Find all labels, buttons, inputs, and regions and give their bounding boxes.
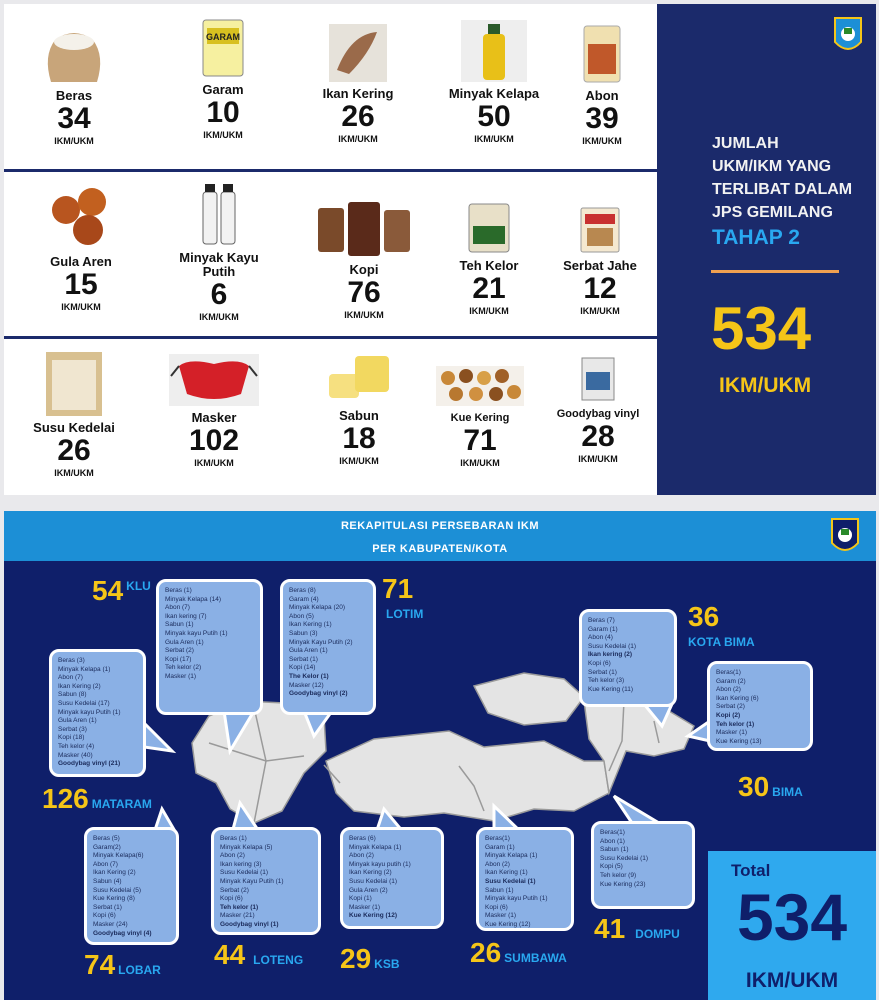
svg-text:GARAM: GARAM (206, 32, 240, 42)
abon-jar-icon (582, 24, 622, 84)
region-item: Minyak kayu Putih (1) (485, 895, 548, 903)
region-label-dompu: 41 DOMPU (594, 913, 680, 944)
region-item: Kopi (1) (349, 895, 372, 903)
region-item: Kue Kering (12) (349, 912, 398, 920)
summary-panel (657, 4, 876, 495)
region-item: Beras(1) (600, 829, 625, 836)
region-item: Abon (2) (349, 852, 374, 860)
region-item: Abon (4) (588, 634, 613, 642)
region-item: Minyak Kelapa (1) (485, 852, 538, 860)
region-item: Garam (4) (289, 595, 319, 603)
product-kue-kering: Kue Kering 71 IKM/UKM (415, 366, 545, 469)
region-item: Susu Kedelai (17) (58, 699, 110, 707)
region-item: Sabun (4) (93, 877, 122, 885)
distribution-banner: REKAPITULASI PERSEBARAN IKM PER KABUPATEN/KOTA (4, 511, 876, 561)
region-item: Masker (24) (93, 920, 128, 928)
region-box-loteng (211, 827, 321, 935)
region-item: Masker (12) (289, 681, 324, 689)
product-susu-kedelai: Susu Kedelai 26 IKM/UKM (9, 352, 139, 479)
region-item: Garam (2) (716, 677, 746, 685)
product-teh-kelor: Teh Kelor 21 IKM/UKM (424, 202, 554, 317)
region-item: Minyak kayu Putih (1) (58, 708, 121, 716)
region-item: Goodybag vinyl (1) (220, 920, 279, 928)
region-item: Kopi (6) (588, 659, 611, 667)
region-box-dompu (591, 821, 695, 909)
region-item: Abon (7) (165, 604, 190, 612)
product-masker: Masker 102 IKM/UKM (149, 354, 279, 469)
region-item: Susu Kedelai (1) (600, 854, 649, 862)
region-item: Minyak Kelapa (1) (349, 843, 402, 851)
region-item: Beras (6) (349, 835, 376, 842)
products-panel (4, 4, 876, 495)
region-label-lobar: 74 LOBAR (84, 949, 161, 980)
region-item: Masker (21) (220, 912, 255, 920)
row-divider (4, 336, 657, 339)
region-item: Abon (2) (485, 860, 510, 868)
region-item: Teh kelor (3) (588, 677, 625, 685)
region-box-klu (156, 579, 263, 715)
region-item: Kopi (6) (93, 912, 116, 920)
region-item: Ikan kering (7) (165, 612, 207, 620)
region-item: Kopi (17) (165, 655, 192, 663)
ntb-emblem-icon (833, 16, 863, 56)
coffee-pack-icon (316, 200, 412, 258)
region-item: Abon (1) (600, 837, 625, 845)
region-item: Masker (1) (165, 672, 197, 680)
region-item: Kue Kering (11) (588, 685, 634, 693)
ginger-drink-icon (579, 206, 621, 254)
region-item: Susu Kedelai (1) (220, 869, 269, 877)
region-item: Abon (2) (716, 686, 741, 694)
region-label-mataram: 126 MATARAM (42, 783, 152, 814)
region-box-lobar (84, 827, 179, 945)
region-item: Minyak Kelapa(6) (93, 852, 144, 860)
region-item: Gula Aren (1) (165, 638, 204, 646)
region-item: Beras (5) (93, 835, 120, 842)
region-item: Beras (8) (289, 587, 316, 594)
product-garam: GARAM Garam 10 IKM/UKM (158, 18, 288, 141)
region-item: Minyak Kayu Putih (2) (289, 638, 353, 646)
region-label-bima: 30 BIMA (738, 771, 803, 802)
region-box-ksb (340, 827, 444, 929)
product-beras: Beras 34 IKM/UKM (9, 26, 139, 147)
region-item: Teh kelor (2) (165, 664, 202, 672)
region-item: Beras (1) (165, 587, 192, 594)
summary-unit: IKM/UKM (719, 374, 812, 397)
region-item: Serbat (1) (588, 668, 617, 676)
region-label-kota-bima: 36 KOTA BIMA (688, 601, 755, 649)
region-item: Minyak Kayu Putih (1) (220, 877, 284, 885)
summary-tahap: TAHAP 2 (712, 226, 800, 249)
region-item: Gula Aren (1) (58, 717, 97, 725)
region-label-klu: 54 $^{KLU}$ (92, 575, 151, 606)
region-box-sumbawa (476, 827, 574, 931)
region-label-lotim: 71 LOTIM (382, 573, 424, 621)
dried-fish-icon (329, 24, 387, 82)
total-box: Total 534 IKM/UKM (708, 851, 876, 1000)
region-item: Susu Kedelai (5) (93, 886, 142, 894)
region-item: Abon (7) (93, 860, 118, 868)
region-item: Gula Aren (2) (349, 886, 388, 894)
region-item: Susu Kedelai (1) (588, 642, 637, 650)
goodybag-icon (580, 356, 616, 402)
product-ikan-kering: Ikan Kering 26 IKM/UKM (293, 24, 423, 145)
region-item: Beras (1) (220, 835, 247, 842)
region-item: Teh kelor (1) (716, 720, 755, 728)
region-item: Kopi (6) (220, 895, 243, 903)
region-item: Beras (7) (588, 617, 615, 624)
region-item: Serbat (2) (716, 703, 745, 711)
product-minyak-kelapa: Minyak Kelapa 50 IKM/UKM (429, 20, 559, 145)
region-item: Garam(2) (93, 843, 121, 851)
region-item: Teh kelor (1) (220, 903, 259, 911)
region-item: Garam (1) (485, 843, 515, 851)
region-item: Serbat (1) (289, 655, 318, 663)
region-item: Abon (5) (289, 612, 314, 620)
region-item: Kopi (6) (485, 903, 508, 911)
region-item: Susu Kedelai (1) (349, 877, 398, 885)
region-item: Minyak Kelapa (20) (289, 604, 345, 612)
region-item: Ikan Kering (2) (349, 869, 392, 877)
product-gula-aren: Gula Aren 15 IKM/UKM (16, 184, 146, 313)
region-item: Goodybag vinyl (21) (58, 760, 121, 768)
rice-sack-icon (41, 26, 107, 84)
region-item: Garam (1) (588, 625, 618, 633)
region-label-ksb: 29 KSB (340, 943, 400, 974)
region-item: Kue Kering (13) (716, 737, 762, 745)
region-item: Masker (40) (58, 751, 93, 759)
palm-sugar-icon (48, 184, 114, 250)
region-item: Kue Kering (8) (93, 895, 135, 903)
region-item: Sabun (3) (289, 629, 318, 637)
region-item: Kue Kering (23) (600, 880, 646, 888)
region-item: Kopi (14) (289, 664, 316, 672)
region-item: Masker (1) (716, 729, 748, 737)
region-item: Ikan Kering (1) (289, 621, 332, 629)
face-mask-icon (169, 354, 259, 406)
region-item: Gula Aren (1) (289, 647, 328, 655)
region-item: Susu Kedelai (1) (485, 877, 536, 885)
region-item: Kue Kering (12) (485, 920, 531, 928)
region-box-bima (707, 661, 813, 751)
region-box-mataram (49, 649, 146, 777)
distribution-panel (4, 511, 876, 1000)
region-item: Minyak Kelapa (14) (165, 595, 221, 603)
region-item: Teh kelor (4) (58, 742, 95, 750)
region-item: Serbat (3) (58, 725, 87, 733)
region-item: Ikan Kering (1) (485, 869, 528, 877)
region-item: Masker (1) (349, 903, 381, 911)
region-item: Ikan kering (3) (220, 860, 262, 868)
product-sabun: Sabun 18 IKM/UKM (294, 352, 424, 467)
region-item: Sabun (1) (165, 621, 194, 629)
region-item: Sabun (1) (600, 846, 629, 854)
eucalyptus-oil-icon (199, 180, 239, 246)
region-item: Kopi (5) (600, 863, 623, 871)
summary-total: 534 (711, 295, 812, 362)
region-item: Kopi (2) (716, 711, 741, 719)
region-label-loteng: 44 LOTENG (214, 939, 304, 970)
product-goodybag-vinyl: Goodybag vinyl 28 IKM/UKM (533, 356, 663, 465)
region-item: Teh kelor (9) (600, 871, 637, 879)
region-item: Ikan Kering (6) (716, 694, 759, 702)
region-item: Abon (2) (220, 852, 245, 860)
oil-bottle-icon (461, 20, 527, 82)
region-item: Goodybag vinyl (2) (289, 690, 348, 698)
region-item: Goodybag vinyl (4) (93, 929, 152, 937)
region-box-kota-bima (579, 609, 677, 707)
product-kopi: Kopi 76 IKM/UKM (299, 200, 429, 321)
region-item: Beras(1) (485, 835, 510, 842)
region-item: Serbat (1) (93, 903, 122, 911)
region-item: Masker (1) (485, 912, 517, 920)
cookies-icon (436, 366, 524, 406)
product-abon: Abon 39 IKM/UKM (537, 24, 667, 147)
region-item: Beras (3) (58, 657, 85, 664)
region-item: Kopi (18) (58, 734, 85, 742)
region-label-sumbawa: 26 SUMBAWA (470, 937, 567, 968)
region-item: Minyak Kelapa (1) (58, 665, 111, 673)
row-divider (4, 169, 657, 172)
region-box-lotim (280, 579, 376, 715)
region-item: Ikan Kering (2) (58, 682, 101, 690)
summary-heading: JUMLAH UKM/IKM YANG TERLIBAT DALAM JPS GEMILANG (712, 135, 853, 221)
region-item: Sabun (1) (485, 886, 514, 894)
region-item: Ikan Kering (2) (93, 869, 136, 877)
region-item: Minyak kayu putih (1) (349, 860, 411, 868)
product-serbat-jahe: Serbat Jahe 12 IKM/UKM (535, 206, 665, 317)
moringa-tea-icon (467, 202, 511, 254)
region-item: Minyak kayu Putih (1) (165, 629, 228, 637)
soap-bar-icon (325, 352, 393, 404)
region-item: Serbat (2) (165, 647, 194, 655)
region-item: Abon (7) (58, 674, 83, 682)
region-item: Serbat (2) (220, 886, 249, 894)
region-item: Beras(1) (716, 669, 741, 676)
product-minyak-kayu-putih: Minyak Kayu Putih 6 IKM/UKM (154, 180, 284, 323)
region-item: Minyak Kelapa (5) (220, 843, 273, 851)
region-item: Sabun (8) (58, 691, 87, 699)
soy-milk-icon (46, 352, 102, 416)
region-item: The Kelor (1) (289, 672, 329, 680)
salt-pack-icon (201, 18, 245, 78)
region-item: Ikan kering (2) (588, 651, 633, 659)
summary-divider (711, 270, 839, 273)
